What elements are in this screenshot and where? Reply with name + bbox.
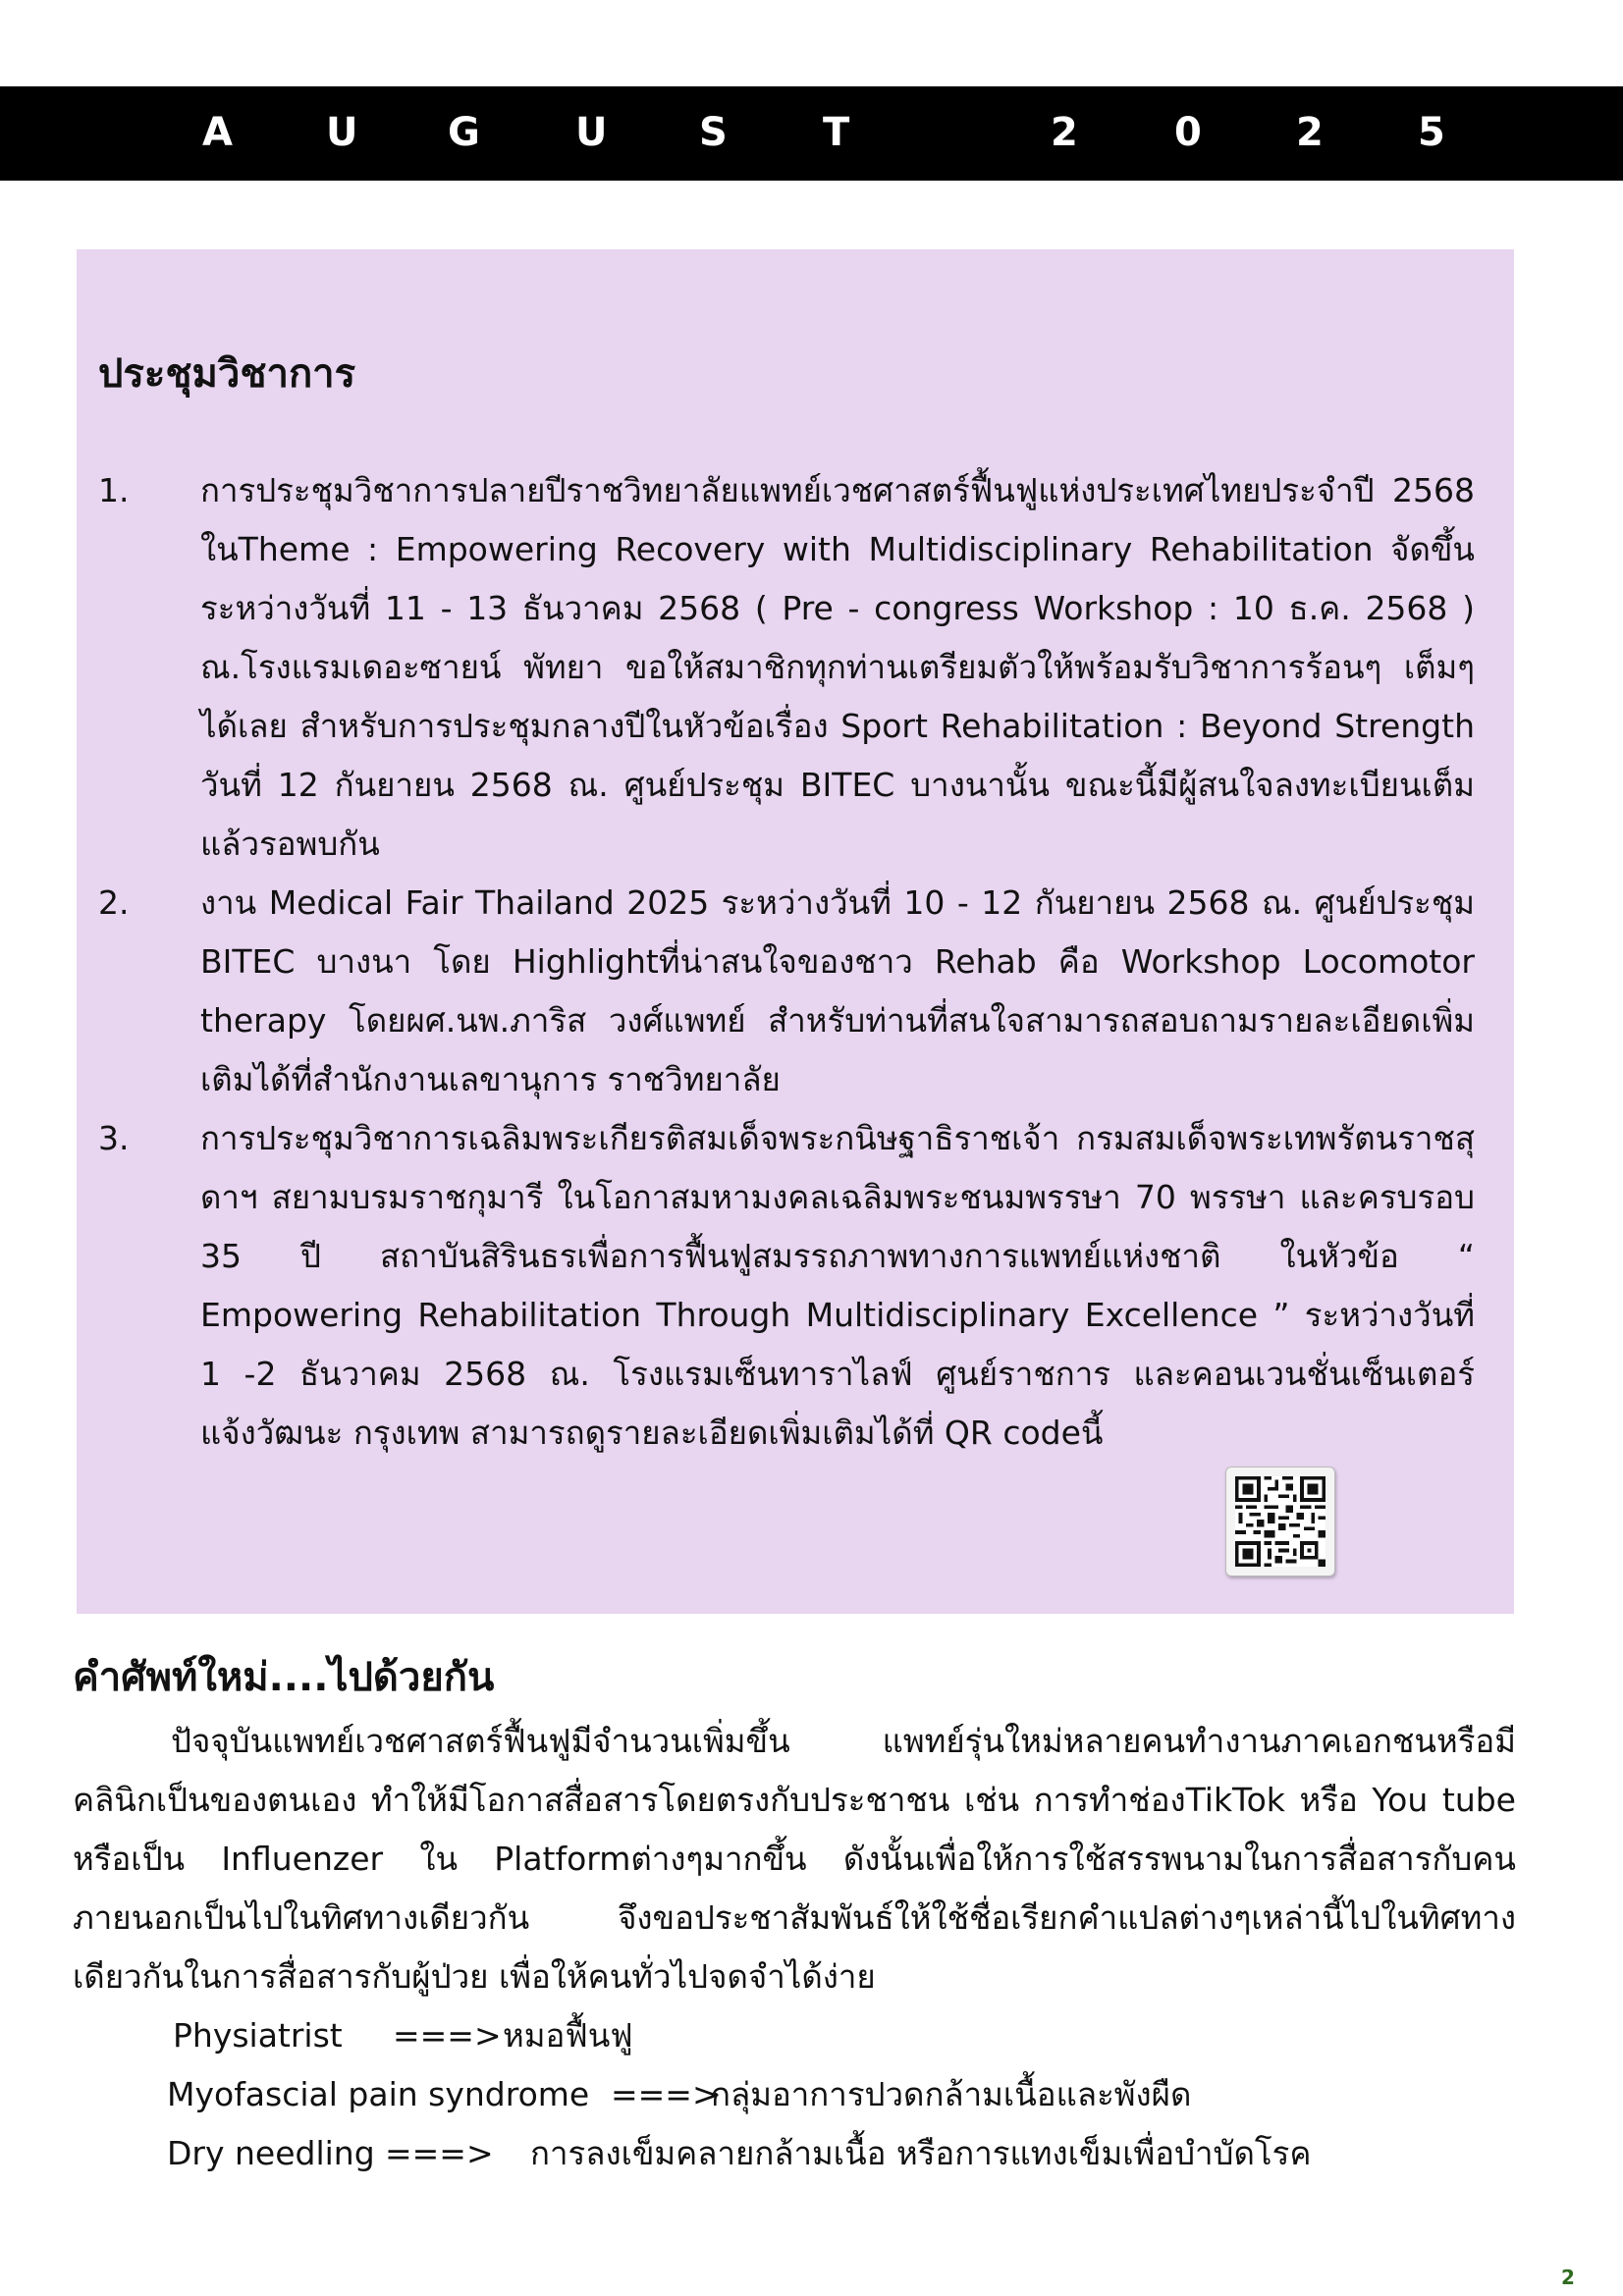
term-thai: การลงเข็มคลายกล้ามเนื้อ หรือการแทงเข็มเพื่อบำบัดโรค	[530, 2134, 1312, 2172]
conference-item	[98, 1109, 1475, 1463]
term-arrow: ===>	[393, 2016, 502, 2055]
term-thai: หมอฟื้นฟู	[503, 2016, 633, 2055]
header-letter: 0	[1174, 110, 1202, 155]
header-band	[0, 86, 1623, 181]
header-letter: S	[699, 110, 728, 155]
term-arrow: ===>	[385, 2134, 494, 2172]
term-english: Myofascial pain syndrome	[167, 2075, 590, 2113]
header-letter: 2	[1051, 110, 1078, 155]
vocabulary-paragraph: ปัจจุบันแพทย์เวชศาสตร์ฟื้นฟูมีจำนวนเพิ่มขึ้น แพทย์รุ่นใหม่หลายคนทำงานภาคเอกชนหรือมีคลินิกเป็นของตนเอง ทำให้มีโอกาสสื่อสารโดยตรงกับประชาชน เช่น การทำช่องTikTok หรือ You tube หรือเป็น Influenzer ใน Platformต่างๆมากขึ้น ดังนั้นเพื่อให้การใช้สรรพนามในการสื่อสารกับคนภายนอกเป็นไปในทิศทางเดียวกัน จึงขอประชาสัมพันธ์ให้ใช้ชื่อเรียกคำแปลต่างๆเหล่านี้ไปในทิศทางเดียวกันในการสื่อสารกับผู้ป่วย เพื่อให้คนทั่วไปจดจำได้ง่าย	[73, 1722, 1516, 1996]
header-letter: T	[823, 110, 850, 155]
term-thai: กลุ่มอาการปวดกล้ามเนื้อและพังผืด	[711, 2075, 1192, 2113]
conference-section	[77, 249, 1514, 1614]
conference-item-text: การประชุมวิชาการปลายปีราชวิทยาลัยแพทย์เวชศาสตร์ฟื้นฟูแห่งประเทศไทยประจำปี 2568 ในTheme : Empowering Recovery with Multidisciplinary Rehabilitation จัดขึ้นระหว่างวันที่ 11 - 13 ธันวาคม 2568 ( Pre - congress Workshop : 10 ธ.ค. 2568 ) ณ.โรงแรมเดอะซายน์ พัทยา ขอให้สมาชิกทุกท่านเตรียมตัวให้พร้อมรับวิชาการร้อนๆ เต็มๆได้เลย สำหรับการประชุมกลางปีในหัวข้อเรื่อง Sport Rehabilitation : Beyond Strength วันที่ 12 กันยายน 2568 ณ. ศูนย์ประชุม BITEC บางนานั้น ขณะนี้มีผู้สนใจลงทะเบียนเต็มแล้วรอพบกัน	[200, 471, 1475, 863]
term-english: Dry needling	[167, 2134, 375, 2172]
header-letter: U	[326, 110, 358, 155]
header-letter: 2	[1296, 110, 1324, 155]
conference-item-number: 1.	[98, 471, 130, 509]
header-letter: U	[575, 110, 608, 155]
term-arrow: ===>	[611, 2075, 720, 2113]
header-title	[0, 86, 1623, 181]
conference-list	[98, 461, 1475, 1463]
conference-item	[98, 461, 1475, 874]
conference-item-number: 3.	[98, 1119, 130, 1157]
conference-item-text: งาน Medical Fair Thailand 2025 ระหว่างวันที่ 10 - 12 กันยายน 2568 ณ. ศูนย์ประชุม BITEC บางนา โดย Highlightที่น่าสนใจของชาว Rehab คือ Workshop Locomotor therapy โดยผศ.นพ.ภาริส วงศ์แพทย์ สำหรับท่านที่สนใจสามารถสอบถามรายละเอียดเพิ่มเติมได้ที่สำนักงานเลขานุการ ราชวิทยาลัย	[200, 883, 1475, 1098]
vocabulary-heading: คำศัพท์ใหม่....ไปด้วยกัน	[73, 1655, 495, 1700]
page-number: 2	[1561, 2266, 1575, 2289]
header-letter: A	[202, 110, 233, 155]
conference-item-number: 2.	[98, 883, 130, 922]
conference-item-text: การประชุมวิชาการเฉลิมพระเกียรติสมเด็จพระกนิษฐาธิราชเจ้า กรมสมเด็จพระเทพรัตนราชสุดาฯ สยามบรมราชกุมารี ในโอกาสมหามงคลเฉลิมพระชนมพรรษา 70 พรรษา และครบรอบ 35 ปี สถาบันสิรินธรเพื่อการฟื้นฟูสมรรถภาพทางการแพทย์แห่งชาติ ในหัวข้อ “ Empowering Rehabilitation Through Multidisciplinary Excellence ” ระหว่างวันที่ 1 -2 ธันวาคม 2568 ณ. โรงแรมเซ็นทาราไลฟ์ ศูนย์ราชการ และคอนเวนชั่นเซ็นเตอร์ แจ้งวัฒนะ กรุงเทพ สามารถดูรายละเอียดเพิ่มเติมได้ที่ QR codeนี้	[200, 1119, 1475, 1452]
conference-item	[98, 874, 1475, 1109]
qr-code[interactable]	[1225, 1467, 1335, 1576]
qr-code-icon	[1235, 1476, 1325, 1567]
conference-heading: ประชุมวิชาการ	[98, 351, 356, 397]
header-letter: 5	[1418, 110, 1445, 155]
header-letter: G	[448, 110, 480, 155]
term-english: Physiatrist	[173, 2016, 343, 2055]
